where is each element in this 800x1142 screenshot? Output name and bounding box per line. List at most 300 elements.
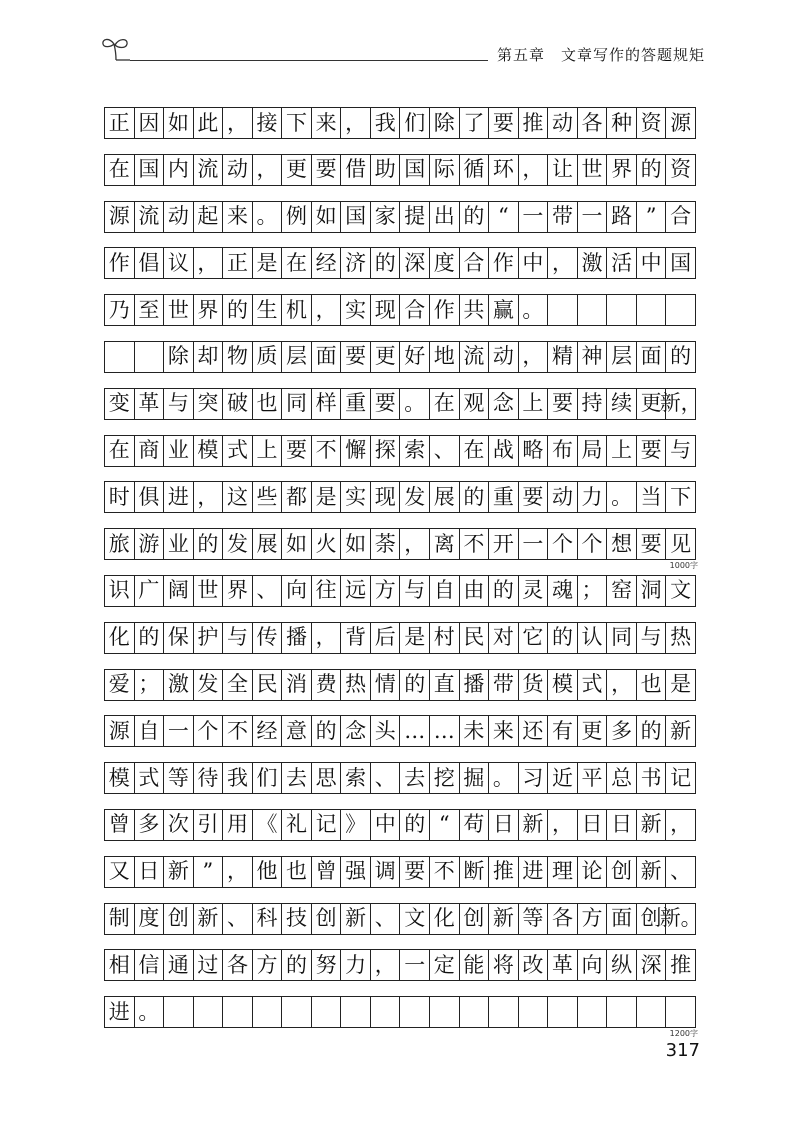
grid-cell: 却 xyxy=(194,342,224,372)
grid-cell: 推 xyxy=(489,857,519,887)
grid-cell: 技 xyxy=(282,904,312,934)
grid-cell: 是 xyxy=(253,248,283,278)
page-number: 317 xyxy=(665,1040,700,1061)
grid-cell: 深 xyxy=(400,248,430,278)
grid-cell: 化 xyxy=(430,904,460,934)
grid-cell: 化 xyxy=(105,623,135,653)
grid-cell: 资 xyxy=(666,155,696,185)
grid-cell: 往 xyxy=(312,576,342,606)
grid-cell: 更 xyxy=(637,389,667,419)
grid-cell: 发 xyxy=(400,482,430,512)
grid-cell: 来 xyxy=(223,202,253,232)
grid-cell: 一 xyxy=(164,716,194,746)
grid-cell: 接 xyxy=(253,108,283,138)
grid-cell: 去 xyxy=(282,763,312,793)
grid-cell: 激 xyxy=(164,670,194,700)
grid-cell: 创 xyxy=(312,904,342,934)
grid-row xyxy=(104,435,696,467)
grid-cell: 要 xyxy=(371,389,401,419)
grid-cell: 强 xyxy=(341,857,371,887)
grid-cell: 。 xyxy=(489,763,519,793)
grid-row xyxy=(104,949,696,981)
grid-cell: 式 xyxy=(223,436,253,466)
grid-cell: 念 xyxy=(341,716,371,746)
grid-row xyxy=(104,809,696,841)
grid-row xyxy=(104,903,702,935)
grid-cell: 更 xyxy=(371,342,401,372)
grid-cell: 旅 xyxy=(105,529,135,559)
grid-cell: 的 xyxy=(135,623,165,653)
grid-cell: 对 xyxy=(489,623,519,653)
grid-cell: 内 xyxy=(164,155,194,185)
grid-cell: 过 xyxy=(194,950,224,980)
grid-cell: 的 xyxy=(489,576,519,606)
grid-cell: 力 xyxy=(578,482,608,512)
grid-cell: 热 xyxy=(666,623,696,653)
grid-cell: 的 xyxy=(194,529,224,559)
grid-cell: 动 xyxy=(164,202,194,232)
grid-row xyxy=(104,481,696,513)
grid-cell: 们 xyxy=(400,108,430,138)
grid-cell: 让 xyxy=(548,155,578,185)
grid-cell: 待 xyxy=(194,763,224,793)
grid-cell xyxy=(666,997,696,1027)
grid-cell: 热 xyxy=(341,670,371,700)
grid-cell: 要 xyxy=(489,108,519,138)
grid-cell: 要 xyxy=(637,529,667,559)
grid-cell: 的 xyxy=(400,810,430,840)
grid-cell: 例 xyxy=(282,202,312,232)
grid-cell: 、 xyxy=(223,904,253,934)
grid-cell: 世 xyxy=(164,295,194,325)
grid-cell: 荼 xyxy=(371,529,401,559)
grid-cell: 爱 xyxy=(105,670,135,700)
grid-cell: 国 xyxy=(666,248,696,278)
grid-cell: 的 xyxy=(460,202,490,232)
grid-cell: 界 xyxy=(194,295,224,325)
grid-cell: 的 xyxy=(312,716,342,746)
grid-cell: 持 xyxy=(578,389,608,419)
grid-cell: 度 xyxy=(135,904,165,934)
grid-cell: 新 xyxy=(489,904,519,934)
grid-cell: 除 xyxy=(164,342,194,372)
grid-cell xyxy=(666,295,696,325)
grid-cell: 国 xyxy=(341,202,371,232)
grid-cell xyxy=(371,997,401,1027)
grid-cell: 作 xyxy=(489,248,519,278)
grid-cell: 想 xyxy=(607,529,637,559)
grid-cell: 民 xyxy=(460,623,490,653)
grid-cell: ， xyxy=(194,248,224,278)
grid-cell: 好 xyxy=(400,342,430,372)
grid-cell: 能 xyxy=(460,950,490,980)
grid-cell: 是 xyxy=(400,623,430,653)
grid-cell: 护 xyxy=(194,623,224,653)
grid-row xyxy=(104,856,696,888)
grid-cell: 推 xyxy=(519,108,549,138)
grid-cell: 索 xyxy=(341,763,371,793)
grid-cell: 文 xyxy=(666,576,696,606)
grid-cell: ， xyxy=(223,857,253,887)
grid-cell: 样 xyxy=(312,389,342,419)
grid-cell: 认 xyxy=(578,623,608,653)
grid-cell: 上 xyxy=(607,436,637,466)
grid-cell: 资 xyxy=(637,108,667,138)
grid-cell: 》 xyxy=(341,810,371,840)
grid-cell: 这 xyxy=(223,482,253,512)
grid-cell: 费 xyxy=(312,670,342,700)
grid-cell: 界 xyxy=(223,576,253,606)
grid-cell: 创 xyxy=(607,857,637,887)
grid-cell: 局 xyxy=(578,436,608,466)
grid-cell: 质 xyxy=(253,342,283,372)
grid-cell: 的 xyxy=(400,670,430,700)
grid-cell xyxy=(282,997,312,1027)
grid-cell: 提 xyxy=(400,202,430,232)
grid-cell: 日 xyxy=(135,857,165,887)
grid-cell xyxy=(135,342,165,372)
grid-cell xyxy=(519,997,549,1027)
grid-cell: 如 xyxy=(341,529,371,559)
grid-cell: 重 xyxy=(341,389,371,419)
grid-cell: 民 xyxy=(253,670,283,700)
grid-cell: 记 xyxy=(312,810,342,840)
grid-cell: 洞 xyxy=(637,576,667,606)
grid-cell: 地 xyxy=(430,342,460,372)
grid-cell: 要 xyxy=(548,389,578,419)
grid-cell xyxy=(489,997,519,1027)
grid-cell: 个 xyxy=(194,716,224,746)
grid-cell xyxy=(637,997,667,1027)
grid-cell: 自 xyxy=(135,716,165,746)
grid-cell: 物 xyxy=(223,342,253,372)
grid-cell: ， xyxy=(312,623,342,653)
word-count-mark: 1200字 xyxy=(669,1029,698,1039)
grid-cell: 。 xyxy=(607,482,637,512)
grid-cell: 广 xyxy=(135,576,165,606)
grid-cell: ， xyxy=(400,529,430,559)
grid-cell: 发 xyxy=(194,670,224,700)
grid-cell: 近 xyxy=(548,763,578,793)
grid-cell: 模 xyxy=(194,436,224,466)
sprout-icon xyxy=(100,34,132,62)
grid-cell: 商 xyxy=(135,436,165,466)
grid-cell: 灵 xyxy=(519,576,549,606)
grid-cell: 式 xyxy=(578,670,608,700)
grid-cell: 展 xyxy=(430,482,460,512)
grid-cell: 也 xyxy=(253,389,283,419)
grid-cell: 如 xyxy=(282,529,312,559)
grid-cell: 新， xyxy=(666,389,696,419)
grid-cell: 文 xyxy=(400,904,430,934)
grid-cell: 更 xyxy=(282,155,312,185)
grid-cell xyxy=(164,997,194,1027)
grid-cell: 源 xyxy=(105,716,135,746)
grid-cell: 流 xyxy=(460,342,490,372)
grid-cell: 日 xyxy=(489,810,519,840)
grid-cell: 要 xyxy=(400,857,430,887)
grid-cell: 、 xyxy=(430,436,460,466)
grid-cell: ， xyxy=(607,670,637,700)
grid-cell: 展 xyxy=(253,529,283,559)
grid-cell: 破 xyxy=(223,389,253,419)
grid-cell: … xyxy=(430,716,460,746)
grid-cell: 方 xyxy=(578,904,608,934)
grid-cell: 平 xyxy=(578,763,608,793)
grid-cell: 创 xyxy=(164,904,194,934)
grid-cell: 一 xyxy=(519,202,549,232)
grid-cell: 界 xyxy=(607,155,637,185)
grid-cell: 合 xyxy=(666,202,696,232)
grid-cell: 动 xyxy=(223,155,253,185)
grid-row xyxy=(104,247,696,279)
grid-cell: 共 xyxy=(460,295,490,325)
grid-cell: … xyxy=(400,716,430,746)
grid-cell: 掘 xyxy=(460,763,490,793)
grid-cell: ， xyxy=(666,810,696,840)
grid-cell: 定 xyxy=(430,950,460,980)
grid-cell: 如 xyxy=(312,202,342,232)
grid-cell: 革 xyxy=(548,950,578,980)
grid-cell: 度 xyxy=(430,248,460,278)
grid-cell: 作 xyxy=(105,248,135,278)
grid-cell: 循 xyxy=(460,155,490,185)
grid-cell: 不 xyxy=(460,529,490,559)
header-rule xyxy=(130,60,488,61)
grid-cell: 去 xyxy=(400,763,430,793)
grid-cell: 个 xyxy=(548,529,578,559)
grid-cell: 世 xyxy=(578,155,608,185)
grid-row xyxy=(104,669,696,701)
page-header xyxy=(100,30,705,70)
grid-cell: 层 xyxy=(282,342,312,372)
grid-cell: 是 xyxy=(666,670,696,700)
grid-cell: 意 xyxy=(282,716,312,746)
grid-cell: 一 xyxy=(400,950,430,980)
grid-cell: 在 xyxy=(460,436,490,466)
grid-cell: 进 xyxy=(164,482,194,512)
grid-cell: 动 xyxy=(548,482,578,512)
grid-cell: 面 xyxy=(637,342,667,372)
grid-cell: 要 xyxy=(341,342,371,372)
grid-cell: 议 xyxy=(164,248,194,278)
grid-cell: ” xyxy=(194,857,224,887)
grid-cell: 科 xyxy=(253,904,283,934)
grid-cell: 世 xyxy=(194,576,224,606)
grid-cell: 俱 xyxy=(135,482,165,512)
grid-cell: 等 xyxy=(164,763,194,793)
grid-row xyxy=(104,762,696,794)
grid-cell: 神 xyxy=(578,342,608,372)
grid-row xyxy=(104,294,696,326)
grid-cell: 现 xyxy=(371,482,401,512)
grid-cell: 的 xyxy=(637,155,667,185)
grid-cell: 业 xyxy=(164,529,194,559)
grid-cell: 离 xyxy=(430,529,460,559)
grid-cell xyxy=(223,997,253,1027)
grid-cell: 出 xyxy=(430,202,460,232)
grid-cell: ， xyxy=(519,342,549,372)
grid-cell: 动 xyxy=(489,342,519,372)
grid-cell: 总 xyxy=(607,763,637,793)
grid-cell: 纵 xyxy=(607,950,637,980)
grid-cell: 自 xyxy=(430,576,460,606)
grid-cell: 、 xyxy=(666,857,696,887)
grid-row xyxy=(104,528,698,571)
grid-cell: 变 xyxy=(105,389,135,419)
grid-cell: 播 xyxy=(282,623,312,653)
grid-row xyxy=(104,575,696,607)
grid-cell: 要 xyxy=(519,482,549,512)
grid-cell xyxy=(341,997,371,1027)
grid-cell xyxy=(194,997,224,1027)
grid-cell: 源 xyxy=(105,202,135,232)
grid-cell: 赢 xyxy=(489,295,519,325)
grid-cell: 调 xyxy=(371,857,401,887)
grid-cell: 助 xyxy=(371,155,401,185)
grid-cell: 面 xyxy=(607,904,637,934)
grid-cell xyxy=(578,295,608,325)
grid-cell: 向 xyxy=(578,950,608,980)
grid-cell: 如 xyxy=(164,108,194,138)
grid-cell: 当 xyxy=(637,482,667,512)
grid-cell xyxy=(578,997,608,1027)
grid-cell: 业 xyxy=(164,436,194,466)
grid-cell: 国 xyxy=(135,155,165,185)
grid-cell: 懈 xyxy=(341,436,371,466)
grid-cell: 激 xyxy=(578,248,608,278)
grid-cell: 个 xyxy=(578,529,608,559)
grid-cell xyxy=(607,997,637,1027)
grid-cell: 动 xyxy=(548,108,578,138)
grid-cell xyxy=(105,342,135,372)
grid-cell: 方 xyxy=(253,950,283,980)
grid-cell: 上 xyxy=(519,389,549,419)
grid-cell: 、 xyxy=(371,763,401,793)
grid-cell: ， xyxy=(371,950,401,980)
grid-cell: 、 xyxy=(371,904,401,934)
grid-cell: 中 xyxy=(519,248,549,278)
word-count-mark: 1000字 xyxy=(669,561,698,571)
grid-cell: 火 xyxy=(312,529,342,559)
grid-cell: 还 xyxy=(519,716,549,746)
grid-cell: 国 xyxy=(400,155,430,185)
grid-cell: 面 xyxy=(312,342,342,372)
grid-cell: 他 xyxy=(253,857,283,887)
grid-cell: 《 xyxy=(253,810,283,840)
grid-cell: ， xyxy=(253,155,283,185)
grid-cell: 多 xyxy=(607,716,637,746)
grid-cell: 同 xyxy=(282,389,312,419)
grid-cell: 也 xyxy=(637,670,667,700)
grid-cell: 来 xyxy=(312,108,342,138)
grid-cell xyxy=(253,997,283,1027)
grid-cell: 际 xyxy=(430,155,460,185)
grid-cell: ， xyxy=(223,108,253,138)
grid-cell: 与 xyxy=(400,576,430,606)
grid-cell: 方 xyxy=(371,576,401,606)
grid-cell: 我 xyxy=(223,763,253,793)
grid-cell: 精 xyxy=(548,342,578,372)
grid-cell: 下 xyxy=(666,482,696,512)
grid-cell: 进 xyxy=(105,997,135,1027)
grid-cell: 至 xyxy=(135,295,165,325)
grid-cell: 突 xyxy=(194,389,224,419)
grid-cell: 日 xyxy=(607,810,637,840)
grid-cell: 一 xyxy=(578,202,608,232)
grid-row xyxy=(104,622,696,654)
grid-cell: 与 xyxy=(637,623,667,653)
grid-cell: 的 xyxy=(637,716,667,746)
grid-cell: 正 xyxy=(223,248,253,278)
grid-cell: 中 xyxy=(371,810,401,840)
grid-cell: 的 xyxy=(223,295,253,325)
grid-cell: 曾 xyxy=(105,810,135,840)
grid-cell: 中 xyxy=(637,248,667,278)
grid-cell: 们 xyxy=(253,763,283,793)
grid-cell: 都 xyxy=(282,482,312,512)
grid-cell: 思 xyxy=(312,763,342,793)
grid-cell xyxy=(548,997,578,1027)
grid-cell: 播 xyxy=(460,670,490,700)
grid-cell: ， xyxy=(548,810,578,840)
grid-cell: 观 xyxy=(460,389,490,419)
grid-cell: 各 xyxy=(223,950,253,980)
grid-cell: 探 xyxy=(371,436,401,466)
grid-cell: 用 xyxy=(223,810,253,840)
grid-cell: 。 xyxy=(400,389,430,419)
grid-cell: 在 xyxy=(430,389,460,419)
grid-cell: 信 xyxy=(135,950,165,980)
grid-cell: 新 xyxy=(637,857,667,887)
grid-cell: 游 xyxy=(135,529,165,559)
grid-cell: 在 xyxy=(282,248,312,278)
grid-row xyxy=(104,341,696,373)
grid-cell: ” xyxy=(637,202,667,232)
grid-cell: 情 xyxy=(371,670,401,700)
grid-cell: 续 xyxy=(607,389,637,419)
grid-cell: 新。 xyxy=(666,904,696,934)
grid-cell: 同 xyxy=(607,623,637,653)
grid-cell: 保 xyxy=(164,623,194,653)
grid-cell: 也 xyxy=(282,857,312,887)
grid-cell: 念 xyxy=(489,389,519,419)
grid-cell: 实 xyxy=(341,295,371,325)
grid-cell: 的 xyxy=(282,950,312,980)
grid-cell: 合 xyxy=(400,295,430,325)
grid-cell: 革 xyxy=(135,389,165,419)
grid-cell: 要 xyxy=(637,436,667,466)
grid-cell: 、 xyxy=(253,576,283,606)
grid-cell: 它 xyxy=(519,623,549,653)
grid-cell: 活 xyxy=(607,248,637,278)
grid-cell: 此 xyxy=(194,108,224,138)
grid-cell: 与 xyxy=(223,623,253,653)
grid-cell: 要 xyxy=(312,155,342,185)
grid-cell: 因 xyxy=(135,108,165,138)
grid-cell: 的 xyxy=(371,248,401,278)
grid-cell: 创 xyxy=(637,904,667,934)
grid-cell: 魂 xyxy=(548,576,578,606)
grid-cell: 。 xyxy=(253,202,283,232)
grid-cell: 论 xyxy=(578,857,608,887)
grid-cell: 日 xyxy=(578,810,608,840)
grid-cell xyxy=(637,295,667,325)
grid-cell: 不 xyxy=(312,436,342,466)
grid-cell: 流 xyxy=(194,155,224,185)
grid-cell: 要 xyxy=(282,436,312,466)
grid-cell: 各 xyxy=(578,108,608,138)
